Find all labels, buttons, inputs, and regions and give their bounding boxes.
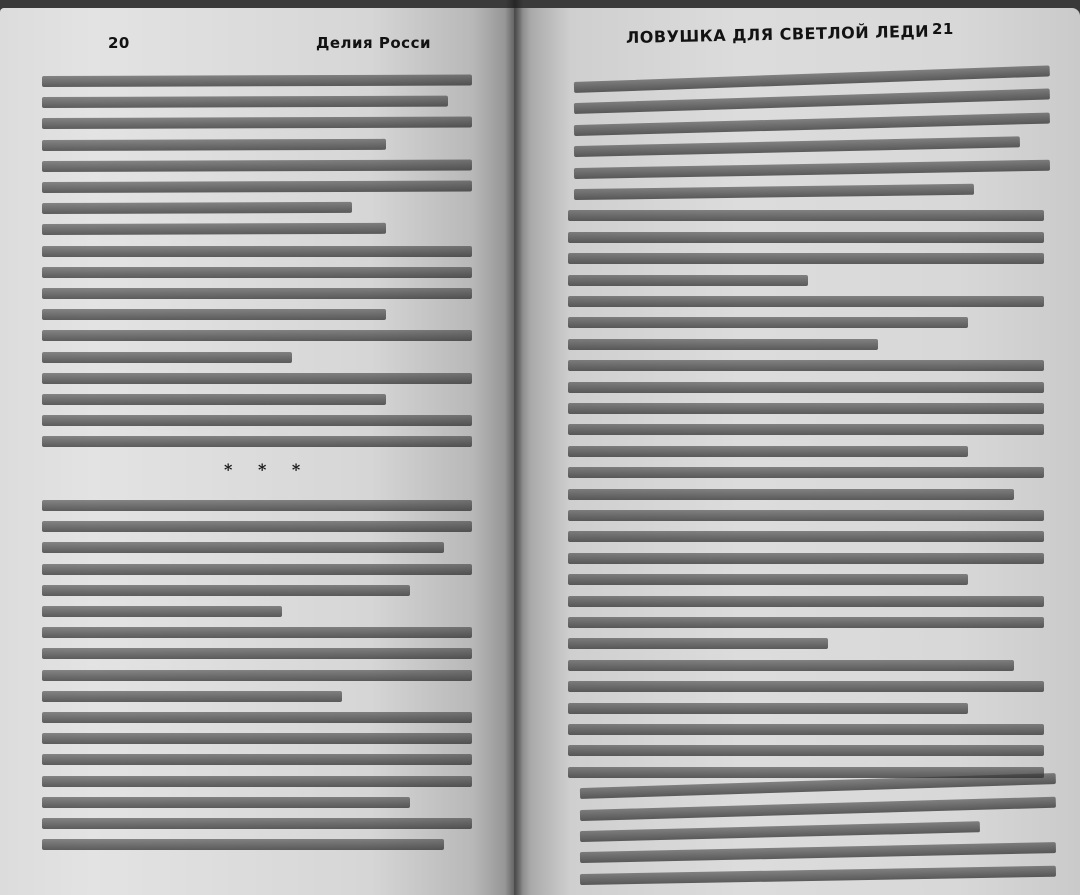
text-line	[42, 288, 472, 299]
text-line	[42, 223, 386, 235]
text-line	[580, 842, 1056, 863]
text-line	[568, 724, 1044, 735]
text-line	[42, 330, 472, 341]
text-line	[42, 202, 352, 214]
text-line	[574, 112, 1050, 135]
text-line	[568, 253, 1044, 264]
text-line	[568, 275, 808, 286]
text-line	[42, 74, 472, 87]
text-line	[568, 531, 1044, 542]
text-line	[568, 596, 1044, 607]
page-number-right: 21	[932, 20, 954, 38]
text-line	[568, 553, 1044, 564]
text-line	[568, 574, 968, 585]
text-line	[42, 436, 472, 447]
text-line	[574, 89, 1050, 115]
text-line	[42, 776, 472, 787]
running-title-right: ЛОВУШКА ДЛЯ СВЕТЛОЙ ЛЕДИ	[625, 21, 930, 47]
text-line	[42, 627, 472, 638]
running-title-left: Делия Росси	[316, 34, 431, 52]
text-line	[580, 865, 1056, 884]
text-line	[568, 467, 1044, 478]
text-line	[42, 521, 472, 532]
text-line	[42, 839, 444, 850]
text-line	[574, 184, 974, 200]
text-line	[568, 681, 1044, 692]
text-line	[42, 138, 386, 150]
scene-break: * * *	[224, 460, 311, 479]
text-line	[42, 309, 386, 320]
text-line	[42, 500, 472, 511]
text-line	[568, 339, 878, 350]
text-line	[568, 638, 828, 649]
text-line	[568, 317, 968, 328]
text-line	[580, 821, 980, 842]
text-line	[568, 360, 1044, 371]
text-line	[42, 352, 292, 363]
text-line	[42, 712, 472, 723]
text-line	[42, 733, 472, 744]
text-line	[42, 691, 342, 702]
text-line	[568, 745, 1044, 756]
text-line	[42, 159, 472, 172]
left-page	[0, 8, 514, 895]
text-line	[42, 818, 472, 829]
text-line	[574, 136, 1020, 157]
text-line	[42, 180, 472, 193]
text-line	[42, 648, 472, 659]
text-line	[42, 117, 472, 130]
text-line	[568, 210, 1044, 221]
text-line	[574, 159, 1050, 178]
text-line	[568, 510, 1044, 521]
text-line	[42, 754, 472, 765]
text-line	[568, 296, 1044, 307]
text-line	[568, 446, 968, 457]
text-line	[568, 232, 1044, 243]
text-line	[42, 542, 444, 553]
text-line	[580, 796, 1056, 820]
text-line	[42, 606, 282, 617]
text-line	[42, 797, 410, 808]
right-page	[514, 8, 1080, 895]
text-line	[42, 246, 472, 257]
text-line	[42, 267, 472, 278]
page-number-left: 20	[108, 34, 130, 52]
text-line	[568, 703, 968, 714]
text-line	[568, 382, 1044, 393]
text-line	[568, 489, 1014, 500]
text-line	[42, 394, 386, 405]
text-line	[574, 65, 1050, 93]
text-line	[42, 96, 448, 108]
text-line	[42, 585, 410, 596]
text-line	[568, 403, 1044, 414]
text-line	[42, 564, 472, 575]
text-line	[568, 660, 1014, 671]
text-line	[42, 373, 472, 384]
text-line	[42, 415, 472, 426]
text-line	[568, 424, 1044, 435]
text-line	[42, 670, 472, 681]
text-line	[568, 617, 1044, 628]
